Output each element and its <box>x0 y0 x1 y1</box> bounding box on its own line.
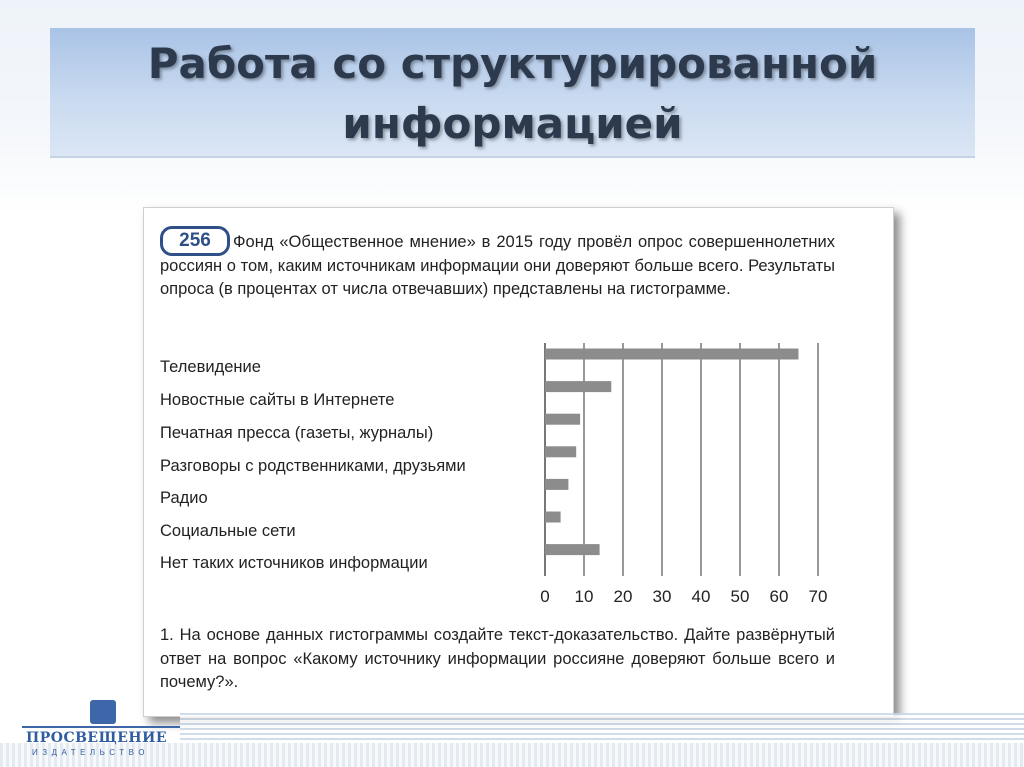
task-question: 1. На основе данных гистограммы создайте текст-доказательство. Дайте развёрнутый ответ на вопрос «Какому источнику информации россияне доверяют больше всего и почему?». <box>160 626 835 691</box>
bar <box>545 381 611 392</box>
publisher-subtitle: ИЗДАТЕЛЬСТВО <box>32 748 149 757</box>
x-tick-label: 10 <box>574 587 594 606</box>
bar <box>545 414 580 425</box>
slide-title: Работа со структурированной информацией <box>147 39 878 148</box>
category-label: Разговоры с родственниками, друзьями <box>160 457 466 475</box>
category-label: Печатная пресса (газеты, журналы) <box>160 424 434 442</box>
bar <box>545 446 576 457</box>
x-tick-label: 50 <box>730 587 750 606</box>
bar <box>545 349 799 360</box>
category-label: Радио <box>160 489 208 507</box>
x-tick-label: 20 <box>613 587 633 606</box>
x-tick-label: 40 <box>691 587 711 606</box>
bar <box>545 479 568 490</box>
logo-divider <box>22 726 180 728</box>
task-text: Фонд «Общественное мнение» в 2015 году провёл опрос совершеннолетних россиян о том, каким источникам информации они доверяют больше всего. Результаты опроса (в процентах от числа отвечавших) представлены на гистограмме. <box>160 233 835 298</box>
category-label: Социальные сети <box>160 522 296 540</box>
x-tick-label: 60 <box>769 587 789 606</box>
publisher-logo <box>22 700 182 764</box>
x-tick-label: 70 <box>808 587 828 606</box>
publisher-logo-icon <box>90 700 116 724</box>
category-label: Нет таких источников информации <box>160 554 428 572</box>
category-label: Телевидение <box>160 358 261 376</box>
category-label: Новостные сайты в Интернете <box>160 391 395 409</box>
histogram <box>530 338 840 613</box>
task-number-badge: 256 <box>160 226 230 256</box>
footer-decoration <box>180 713 1024 743</box>
x-tick-label: 30 <box>652 587 672 606</box>
x-tick-label: 0 <box>540 587 550 606</box>
bar <box>545 512 561 523</box>
bar <box>545 544 600 555</box>
publisher-name: ПРОСВЕЩЕНИЕ <box>26 730 167 746</box>
